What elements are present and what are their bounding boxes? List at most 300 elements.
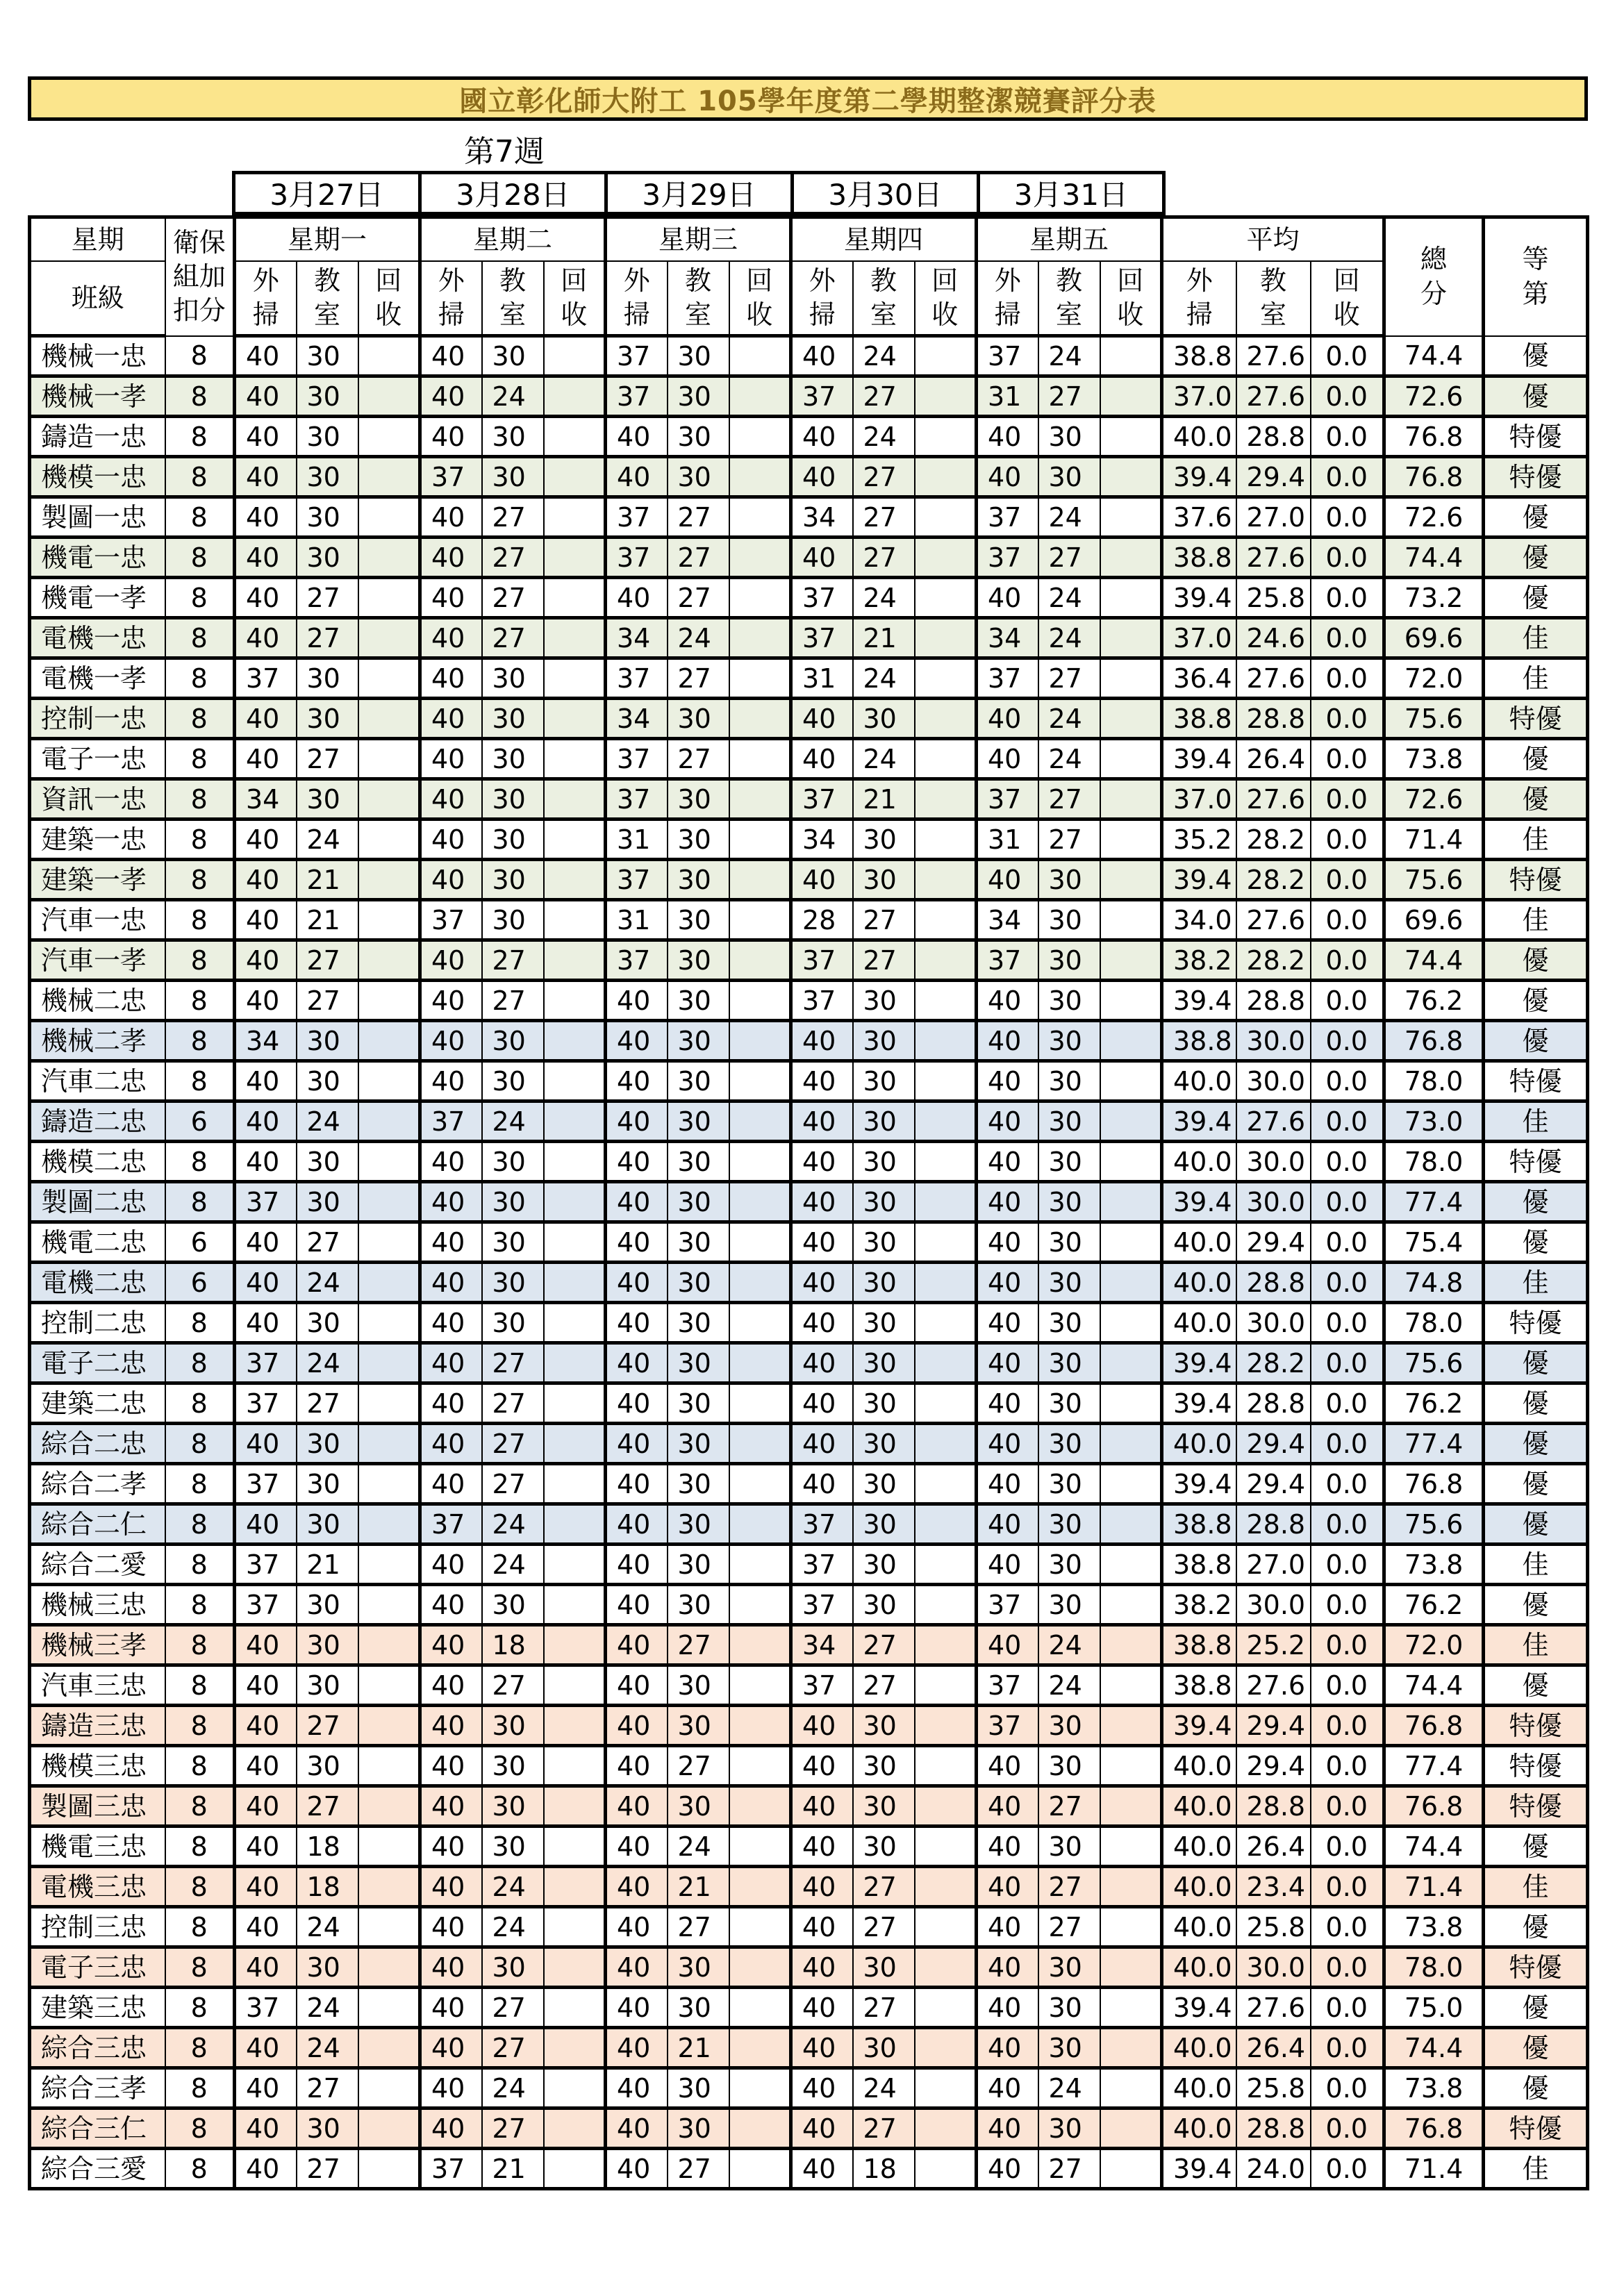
classroom-score-cell: 27 — [1038, 1907, 1100, 1947]
recycle-score-cell — [358, 1665, 420, 1706]
grade-cell: 佳 — [1484, 900, 1588, 940]
outdoor-score-cell: 40 — [235, 457, 297, 497]
classroom-score-cell: 30 — [297, 1061, 358, 1101]
outdoor-score-cell: 40 — [977, 1182, 1038, 1222]
recycle-score-cell — [358, 940, 420, 981]
outdoor-score-cell: 40 — [977, 1383, 1038, 1424]
classroom-score-cell: 30 — [668, 457, 729, 497]
classroom-score-cell: 21 — [297, 1545, 358, 1585]
deduct-cell: 8 — [165, 900, 235, 940]
outdoor-score-cell: 40 — [977, 417, 1038, 457]
outdoor-score-cell: 40 — [235, 1786, 297, 1827]
avg-recycle-cell: 0.0 — [1311, 1746, 1384, 1786]
classroom-score-cell: 24 — [482, 1907, 544, 1947]
outdoor-score-cell: 40 — [420, 739, 482, 779]
classroom-score-cell: 30 — [668, 1585, 729, 1625]
classroom-score-cell: 30 — [853, 860, 915, 900]
avg-classroom-cell: 27.6 — [1236, 1665, 1311, 1706]
recycle-score-cell — [544, 1021, 606, 1061]
classroom-score-cell: 30 — [1038, 1464, 1100, 1504]
deduct-cell: 8 — [165, 1182, 235, 1222]
classroom-score-cell: 27 — [1038, 779, 1100, 820]
table-row — [30, 1021, 1588, 1061]
recycle-score-cell — [915, 1142, 977, 1182]
deduct-cell: 8 — [165, 658, 235, 699]
outdoor-score-cell: 40 — [420, 860, 482, 900]
classroom-score-cell: 27 — [1038, 376, 1100, 417]
outdoor-score-cell: 37 — [420, 457, 482, 497]
recycle-score-cell — [729, 1988, 791, 2028]
recycle-score-cell — [544, 1585, 606, 1625]
avg-outdoor-cell: 40.0 — [1162, 1867, 1236, 1907]
classroom-score-cell: 27 — [668, 1746, 729, 1786]
classroom-score-cell: 30 — [482, 336, 544, 376]
outdoor-score-cell: 34 — [791, 1625, 853, 1665]
grade-cell: 優 — [1484, 1222, 1588, 1263]
classroom-score-cell: 30 — [668, 1665, 729, 1706]
classroom-score-cell: 27 — [482, 1383, 544, 1424]
table-row — [30, 497, 1588, 538]
outdoor-score-cell: 40 — [235, 618, 297, 658]
classroom-score-cell: 21 — [853, 779, 915, 820]
recycle-score-cell — [915, 658, 977, 699]
subcol-header: 回 收 — [544, 261, 606, 336]
recycle-score-cell — [544, 1343, 606, 1383]
outdoor-score-cell: 40 — [420, 1625, 482, 1665]
avg-classroom-cell: 30.0 — [1236, 1303, 1311, 1343]
outdoor-score-cell: 40 — [606, 1867, 668, 1907]
recycle-score-cell — [1100, 1988, 1162, 2028]
grade-cell: 佳 — [1484, 658, 1588, 699]
total-cell: 73.0 — [1384, 1101, 1484, 1142]
outdoor-score-cell: 40 — [235, 417, 297, 457]
recycle-score-cell — [544, 457, 606, 497]
outdoor-score-cell: 40 — [977, 1545, 1038, 1585]
outdoor-score-cell: 40 — [420, 699, 482, 739]
avg-recycle-cell: 0.0 — [1311, 1504, 1384, 1545]
outdoor-score-cell: 40 — [977, 1021, 1038, 1061]
recycle-score-cell — [544, 1988, 606, 2028]
outdoor-score-cell: 37 — [606, 336, 668, 376]
total-cell: 77.4 — [1384, 1424, 1484, 1464]
classroom-score-cell: 30 — [853, 1061, 915, 1101]
outdoor-score-cell: 40 — [420, 497, 482, 538]
outdoor-score-cell: 40 — [420, 1907, 482, 1947]
classroom-score-cell: 30 — [668, 1706, 729, 1746]
outdoor-score-cell: 34 — [791, 820, 853, 860]
class-name-cell: 綜合二忠 — [30, 1424, 165, 1464]
grade-cell: 優 — [1484, 739, 1588, 779]
avg-recycle-cell: 0.0 — [1311, 820, 1384, 860]
deduct-cell: 8 — [165, 336, 235, 376]
outdoor-score-cell: 40 — [606, 1504, 668, 1545]
avg-outdoor-cell: 40.0 — [1162, 417, 1236, 457]
classroom-score-cell: 24 — [482, 1101, 544, 1142]
classroom-score-cell: 30 — [482, 1303, 544, 1343]
recycle-score-cell — [729, 538, 791, 578]
date-cell: 3月27日 — [235, 174, 422, 212]
classroom-score-cell: 24 — [668, 618, 729, 658]
deduct-cell: 8 — [165, 1142, 235, 1182]
recycle-score-cell — [729, 658, 791, 699]
outdoor-score-cell: 40 — [977, 1343, 1038, 1383]
avg-outdoor-cell: 38.8 — [1162, 1625, 1236, 1665]
deduct-cell: 8 — [165, 1504, 235, 1545]
classroom-score-cell: 30 — [482, 1947, 544, 1988]
avg-recycle-cell: 0.0 — [1311, 658, 1384, 699]
classroom-score-cell: 27 — [668, 1907, 729, 1947]
outdoor-score-cell: 37 — [235, 1545, 297, 1585]
avg-recycle-cell: 0.0 — [1311, 417, 1384, 457]
outdoor-score-cell: 40 — [235, 497, 297, 538]
recycle-score-cell — [358, 1786, 420, 1827]
classroom-score-cell: 27 — [853, 538, 915, 578]
recycle-score-cell — [358, 1746, 420, 1786]
table-row — [30, 1303, 1588, 1343]
classroom-score-cell: 30 — [853, 1746, 915, 1786]
outdoor-score-cell: 40 — [791, 1746, 853, 1786]
table-row — [30, 981, 1588, 1021]
outdoor-score-cell: 40 — [977, 2028, 1038, 2068]
recycle-score-cell — [915, 457, 977, 497]
recycle-score-cell — [1100, 1343, 1162, 1383]
avg-classroom-cell: 27.6 — [1236, 779, 1311, 820]
classroom-score-cell: 24 — [853, 336, 915, 376]
recycle-score-cell — [915, 538, 977, 578]
table-row — [30, 376, 1588, 417]
class-name-cell: 汽車三忠 — [30, 1665, 165, 1706]
weekday-wed: 星期三 — [606, 217, 791, 262]
deduct-cell: 8 — [165, 1786, 235, 1827]
outdoor-score-cell: 40 — [977, 1303, 1038, 1343]
recycle-score-cell — [1100, 417, 1162, 457]
outdoor-score-cell: 40 — [606, 1585, 668, 1625]
weekday-fri: 星期五 — [977, 217, 1162, 262]
grade-cell: 優 — [1484, 779, 1588, 820]
recycle-score-cell — [544, 1746, 606, 1786]
classroom-score-cell: 30 — [1038, 1424, 1100, 1464]
avg-outdoor-cell: 39.4 — [1162, 860, 1236, 900]
avg-outdoor-cell: 38.8 — [1162, 1665, 1236, 1706]
outdoor-score-cell: 40 — [606, 1424, 668, 1464]
classroom-score-cell: 27 — [482, 1464, 544, 1504]
avg-classroom-cell: 30.0 — [1236, 1142, 1311, 1182]
recycle-score-cell — [544, 1907, 606, 1947]
recycle-score-cell — [544, 578, 606, 618]
avg-outdoor-cell: 39.4 — [1162, 1464, 1236, 1504]
total-cell: 76.2 — [1384, 1383, 1484, 1424]
recycle-score-cell — [729, 1867, 791, 1907]
table-row — [30, 538, 1588, 578]
recycle-score-cell — [729, 1746, 791, 1786]
table-row — [30, 2068, 1588, 2108]
classroom-score-cell: 24 — [853, 417, 915, 457]
outdoor-score-cell: 37 — [420, 1504, 482, 1545]
classroom-score-cell: 24 — [1038, 2068, 1100, 2108]
classroom-score-cell: 30 — [853, 820, 915, 860]
recycle-score-cell — [544, 1545, 606, 1585]
deduct-cell: 8 — [165, 376, 235, 417]
recycle-score-cell — [358, 1585, 420, 1625]
outdoor-score-cell: 40 — [420, 1786, 482, 1827]
outdoor-score-cell: 40 — [791, 739, 853, 779]
avg-recycle-cell: 0.0 — [1311, 578, 1384, 618]
classroom-score-cell: 27 — [853, 497, 915, 538]
table-row — [30, 900, 1588, 940]
outdoor-score-cell: 40 — [977, 2149, 1038, 2189]
recycle-score-cell — [1100, 1182, 1162, 1222]
classroom-score-cell: 27 — [668, 739, 729, 779]
classroom-score-cell: 27 — [297, 1383, 358, 1424]
deduct-cell: 8 — [165, 739, 235, 779]
recycle-score-cell — [915, 336, 977, 376]
outdoor-score-cell: 37 — [977, 538, 1038, 578]
recycle-score-cell — [915, 2108, 977, 2149]
recycle-score-cell — [358, 1867, 420, 1907]
deduct-cell: 8 — [165, 699, 235, 739]
recycle-score-cell — [915, 1625, 977, 1665]
avg-classroom-cell: 26.4 — [1236, 1827, 1311, 1867]
avg-outdoor-cell: 40.0 — [1162, 1947, 1236, 1988]
recycle-score-cell — [1100, 457, 1162, 497]
classroom-score-cell: 27 — [482, 940, 544, 981]
outdoor-score-cell: 40 — [420, 779, 482, 820]
recycle-score-cell — [729, 376, 791, 417]
classroom-score-cell: 27 — [1038, 820, 1100, 860]
avg-outdoor-cell: 39.4 — [1162, 1383, 1236, 1424]
classroom-score-cell: 27 — [482, 497, 544, 538]
outdoor-score-cell: 40 — [791, 1182, 853, 1222]
recycle-score-cell — [729, 1585, 791, 1625]
total-cell: 73.2 — [1384, 578, 1484, 618]
avg-outdoor-cell: 39.4 — [1162, 457, 1236, 497]
recycle-score-cell — [358, 1021, 420, 1061]
class-name-cell: 綜合三忠 — [30, 2028, 165, 2068]
classroom-score-cell: 18 — [297, 1827, 358, 1867]
recycle-score-cell — [729, 779, 791, 820]
outdoor-score-cell: 40 — [977, 1947, 1038, 1988]
table-row — [30, 739, 1588, 779]
avg-classroom-cell: 28.8 — [1236, 1263, 1311, 1303]
outdoor-score-cell: 37 — [606, 860, 668, 900]
classroom-score-cell: 30 — [1038, 1827, 1100, 1867]
class-name-cell: 機電一孝 — [30, 578, 165, 618]
recycle-score-cell — [1100, 1424, 1162, 1464]
class-name-cell: 機電二忠 — [30, 1222, 165, 1263]
outdoor-score-cell: 40 — [420, 1343, 482, 1383]
avg-outdoor-cell: 40.0 — [1162, 1263, 1236, 1303]
outdoor-score-cell: 40 — [420, 981, 482, 1021]
class-name-cell: 建築二忠 — [30, 1383, 165, 1424]
recycle-score-cell — [544, 981, 606, 1021]
classroom-score-cell: 30 — [668, 1988, 729, 2028]
table-row — [30, 2149, 1588, 2189]
classroom-score-cell: 27 — [482, 981, 544, 1021]
avg-outdoor-cell: 39.4 — [1162, 1988, 1236, 2028]
outdoor-score-cell: 40 — [420, 1424, 482, 1464]
classroom-score-cell: 30 — [297, 417, 358, 457]
recycle-score-cell — [915, 1343, 977, 1383]
recycle-score-cell — [1100, 699, 1162, 739]
outdoor-score-cell: 37 — [235, 1343, 297, 1383]
class-name-cell: 製圖一忠 — [30, 497, 165, 538]
weekday-tue: 星期二 — [420, 217, 606, 262]
classroom-score-cell: 24 — [853, 739, 915, 779]
recycle-score-cell — [729, 497, 791, 538]
recycle-score-cell — [729, 457, 791, 497]
classroom-score-cell: 30 — [482, 1061, 544, 1101]
classroom-score-cell: 24 — [853, 2068, 915, 2108]
outdoor-score-cell: 40 — [977, 1263, 1038, 1303]
classroom-score-cell: 27 — [297, 2149, 358, 2189]
table-row — [30, 1545, 1588, 1585]
table-row — [30, 457, 1588, 497]
recycle-score-cell — [729, 1303, 791, 1343]
outdoor-score-cell: 37 — [791, 779, 853, 820]
avg-classroom-cell: 30.0 — [1236, 1947, 1311, 1988]
grade-cell: 佳 — [1484, 1867, 1588, 1907]
outdoor-score-cell: 40 — [606, 1786, 668, 1827]
avg-recycle-cell: 0.0 — [1311, 2028, 1384, 2068]
classroom-score-cell: 30 — [297, 1142, 358, 1182]
outdoor-score-cell: 40 — [420, 940, 482, 981]
avg-recycle-cell: 0.0 — [1311, 1947, 1384, 1988]
total-cell: 74.4 — [1384, 2028, 1484, 2068]
outdoor-score-cell: 37 — [420, 2149, 482, 2189]
classroom-score-cell: 30 — [668, 1142, 729, 1182]
subcol-header: 回 收 — [1100, 261, 1162, 336]
total-cell: 69.6 — [1384, 900, 1484, 940]
classroom-score-cell: 27 — [853, 1867, 915, 1907]
avg-recycle-cell: 0.0 — [1311, 860, 1384, 900]
classroom-score-cell: 24 — [297, 820, 358, 860]
classroom-score-cell: 24 — [297, 1907, 358, 1947]
recycle-score-cell — [915, 779, 977, 820]
classroom-score-cell: 24 — [668, 1827, 729, 1867]
recycle-score-cell — [915, 1545, 977, 1585]
classroom-score-cell: 30 — [1038, 1988, 1100, 2028]
avg-classroom-cell: 25.8 — [1236, 1907, 1311, 1947]
avg-classroom-cell: 28.8 — [1236, 417, 1311, 457]
classroom-score-cell: 27 — [482, 2028, 544, 2068]
outdoor-score-cell: 40 — [977, 1988, 1038, 2028]
recycle-score-cell — [729, 1343, 791, 1383]
classroom-score-cell: 30 — [482, 779, 544, 820]
deduct-cell: 8 — [165, 1988, 235, 2028]
avg-classroom-cell: 27.0 — [1236, 1545, 1311, 1585]
recycle-score-cell — [729, 940, 791, 981]
deduct-cell: 8 — [165, 2149, 235, 2189]
grade-cell: 特優 — [1484, 1142, 1588, 1182]
outdoor-score-cell: 40 — [791, 1222, 853, 1263]
classroom-score-cell: 30 — [853, 2028, 915, 2068]
table-row — [30, 1101, 1588, 1142]
deduct-cell: 6 — [165, 1222, 235, 1263]
recycle-score-cell — [358, 1182, 420, 1222]
classroom-score-cell: 30 — [853, 1142, 915, 1182]
avg-classroom-cell: 28.8 — [1236, 699, 1311, 739]
classroom-score-cell: 30 — [668, 900, 729, 940]
outdoor-score-cell: 40 — [977, 578, 1038, 618]
deduct-cell: 8 — [165, 779, 235, 820]
class-name-cell: 綜合二愛 — [30, 1545, 165, 1585]
avg-outdoor-cell: 38.2 — [1162, 1585, 1236, 1625]
deduct-cell: 8 — [165, 860, 235, 900]
classroom-score-cell: 27 — [668, 538, 729, 578]
recycle-score-cell — [915, 1746, 977, 1786]
recycle-score-cell — [544, 336, 606, 376]
deduct-cell: 8 — [165, 417, 235, 457]
outdoor-score-cell: 40 — [420, 618, 482, 658]
classroom-score-cell: 30 — [297, 699, 358, 739]
outdoor-score-cell: 40 — [606, 1182, 668, 1222]
class-name-cell: 電機三忠 — [30, 1867, 165, 1907]
outdoor-score-cell: 40 — [977, 1625, 1038, 1665]
subcol-header: 教 室 — [482, 261, 544, 336]
outdoor-score-cell: 40 — [420, 1263, 482, 1303]
class-name-cell: 資訊一忠 — [30, 779, 165, 820]
avg-recycle-cell: 0.0 — [1311, 1182, 1384, 1222]
avg-outdoor-cell: 40.0 — [1162, 1061, 1236, 1101]
recycle-score-cell — [915, 1947, 977, 1988]
avg-outdoor-cell: 40.0 — [1162, 1424, 1236, 1464]
recycle-score-cell — [729, 1665, 791, 1706]
outdoor-score-cell: 31 — [606, 900, 668, 940]
grade-cell: 優 — [1484, 2028, 1588, 2068]
classroom-score-cell: 30 — [668, 336, 729, 376]
recycle-score-cell — [544, 820, 606, 860]
classroom-score-cell: 27 — [482, 1665, 544, 1706]
recycle-score-cell — [915, 376, 977, 417]
classroom-score-cell: 30 — [668, 940, 729, 981]
avg-outdoor-cell: 39.4 — [1162, 578, 1236, 618]
recycle-score-cell — [729, 820, 791, 860]
total-cell: 73.8 — [1384, 2068, 1484, 2108]
total-cell: 74.4 — [1384, 538, 1484, 578]
classroom-score-cell: 30 — [482, 658, 544, 699]
total-cell: 72.0 — [1384, 1625, 1484, 1665]
classroom-score-cell: 30 — [1038, 1545, 1100, 1585]
table-row — [30, 417, 1588, 457]
outdoor-score-cell: 40 — [977, 2068, 1038, 2108]
classroom-score-cell: 30 — [482, 1786, 544, 1827]
classroom-score-cell: 24 — [1038, 739, 1100, 779]
grade-cell: 優 — [1484, 1907, 1588, 1947]
classroom-score-cell: 30 — [668, 820, 729, 860]
outdoor-score-cell: 40 — [606, 1101, 668, 1142]
outdoor-score-cell: 40 — [420, 2028, 482, 2068]
deduct-cell: 8 — [165, 1867, 235, 1907]
classroom-score-cell: 24 — [1038, 497, 1100, 538]
table-row — [30, 1786, 1588, 1827]
recycle-score-cell — [358, 1061, 420, 1101]
outdoor-score-cell: 37 — [791, 618, 853, 658]
classroom-score-cell: 24 — [853, 658, 915, 699]
recycle-score-cell — [1100, 336, 1162, 376]
outdoor-score-cell: 40 — [606, 1665, 668, 1706]
outdoor-score-cell: 40 — [235, 1625, 297, 1665]
grade-cell: 優 — [1484, 1383, 1588, 1424]
recycle-score-cell — [729, 1021, 791, 1061]
deduct-cell: 8 — [165, 1947, 235, 1988]
grade-cell: 優 — [1484, 578, 1588, 618]
avg-classroom-cell: 28.2 — [1236, 820, 1311, 860]
outdoor-score-cell: 40 — [606, 1827, 668, 1867]
classroom-score-cell: 27 — [853, 457, 915, 497]
outdoor-score-cell: 40 — [606, 2028, 668, 2068]
grade-cell: 優 — [1484, 1665, 1588, 1706]
avg-recycle-cell: 0.0 — [1311, 1706, 1384, 1746]
